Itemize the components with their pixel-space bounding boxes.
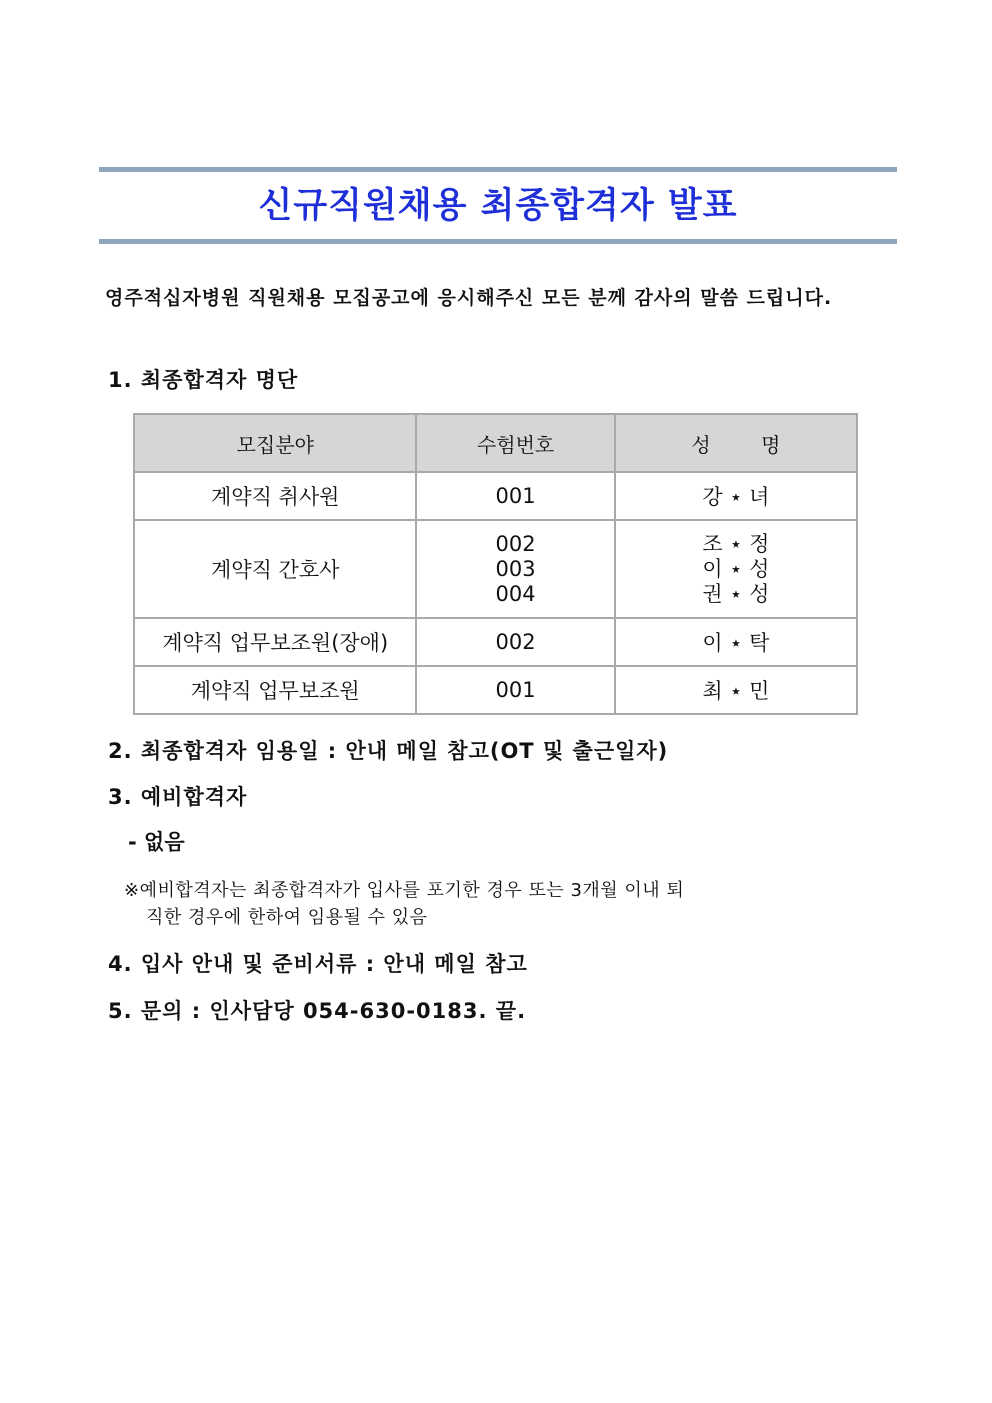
table-row <box>134 472 857 520</box>
table-row <box>134 618 857 666</box>
cell-name: 이 ⋆ 탁 <box>615 618 857 666</box>
section-1-heading: 1. 최종합격자 명단 <box>108 368 299 392</box>
cell-numbers <box>416 520 614 618</box>
cell-name: 이 ⋆ 성 <box>702 556 770 581</box>
cell-number: 002 <box>495 531 536 556</box>
cell-name: 최 ⋆ 민 <box>615 666 857 714</box>
cell-number: 002 <box>416 618 614 666</box>
section-4-heading: 4. 입사 안내 및 준비서류 : 안내 메일 참고 <box>108 952 528 976</box>
reserve-note-line-2: 직한 경우에 한하여 임용될 수 있음 <box>146 907 428 928</box>
reserve-none-item: - 없음 <box>128 830 185 854</box>
header-field: 모집분야 <box>134 414 416 472</box>
section-2-heading: 2. 최종합격자 임용일 : 안내 메일 참고(OT 및 출근일자) <box>108 739 669 763</box>
page-title: 신규직원채용 최종합격자 발표 <box>258 186 738 226</box>
cell-number: 001 <box>416 472 614 520</box>
cell-field: 계약직 간호사 <box>134 520 416 618</box>
cell-name: 권 ⋆ 성 <box>702 581 770 606</box>
header-name <box>615 414 857 472</box>
title-bottom-rule <box>99 239 897 244</box>
cell-field: 계약직 업무보조원(장애) <box>134 618 416 666</box>
cell-name: 조 ⋆ 정 <box>702 531 770 556</box>
reserve-note-line-1: ※예비합격자는 최종합격자가 입사를 포기한 경우 또는 3개월 이내 퇴 <box>124 880 685 901</box>
cell-names <box>615 520 857 618</box>
intro-text: 영주적십자병원 직원채용 모집공고에 응시해주신 모든 분께 감사의 말씀 드립니다. <box>105 287 833 309</box>
section-5-heading: 5. 문의 : 인사담당 054-630-0183. 끝. <box>108 999 527 1023</box>
table-row <box>134 520 857 618</box>
title-top-rule <box>99 167 897 172</box>
reserve-note <box>124 877 684 931</box>
table-row <box>134 666 857 714</box>
cell-field: 계약직 업무보조원 <box>134 666 416 714</box>
cell-number: 003 <box>495 556 536 581</box>
results-table <box>133 413 858 715</box>
header-name-text: 성 명 <box>691 432 803 457</box>
cell-number: 004 <box>495 581 536 606</box>
table-header-row <box>134 414 857 472</box>
section-3-heading: 3. 예비합격자 <box>108 785 248 809</box>
cell-number: 001 <box>416 666 614 714</box>
cell-name: 강 ⋆ 녀 <box>615 472 857 520</box>
cell-field: 계약직 취사원 <box>134 472 416 520</box>
header-exam-number: 수험번호 <box>416 414 614 472</box>
